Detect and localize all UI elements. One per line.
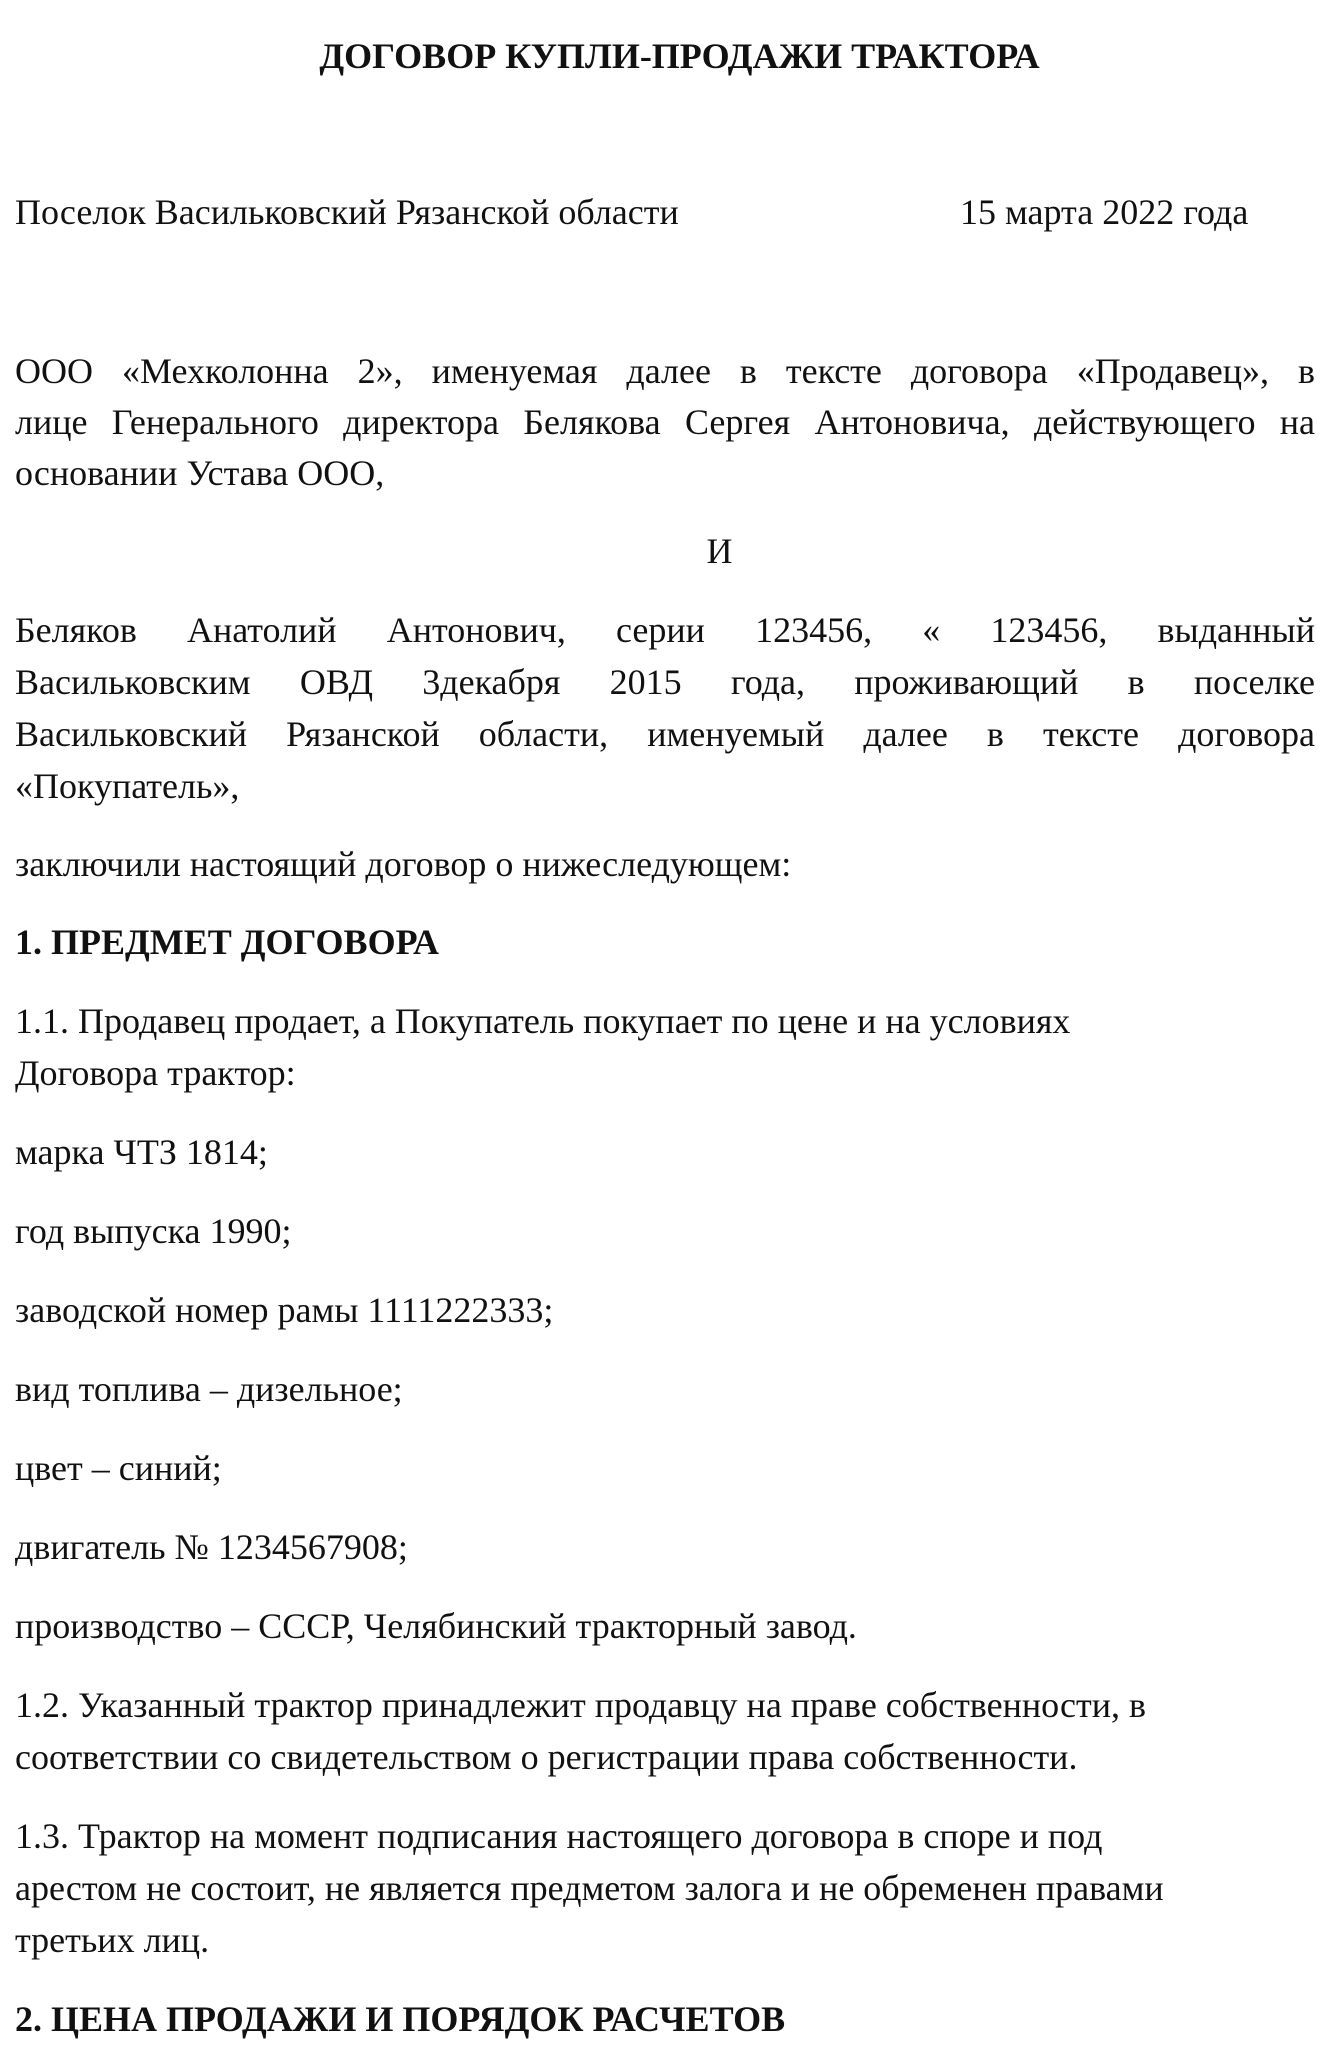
buyer-line-3: Васильковский Рязанской области, именуемый далее в тексте договора [15,714,1315,754]
clause-1-3-line-3: третьих лиц. [15,1920,210,1960]
section-2-heading: 2. ЦЕНА ПРОДАЖИ И ПОРЯДОК РАСЧЕТОВ [15,1999,786,2039]
clause-1-2-line-2: соответствии со свидетельством о регистрации права собственности. [15,1737,1078,1777]
and-separator: И [706,531,733,571]
spec-year: год выпуска 1990; [15,1211,292,1251]
buyer-line-1: Беляков Анатолий Антонович, серии 123456, « 123456, выданный [15,610,1315,650]
section-1-heading: 1. ПРЕДМЕТ ДОГОВОРА [15,922,439,962]
clause-1-3-line-2: арестом не состоит, не является предметом залога и не обременен правами [15,1868,1164,1908]
buyer-line-4: «Покупатель», [15,766,240,806]
clause-1-1-line-2: Договора трактор: [15,1053,296,1093]
spec-fuel: вид топлива – дизельное; [15,1369,403,1409]
spec-manufacturer: производство – СССР, Челябинский тракторный завод. [15,1606,857,1646]
seller-line-1: ООО «Мехколонна 2», именуемая далее в тексте договора «Продавец», в [15,351,1315,391]
clause-1-1-line-1: 1.1. Продавец продает, а Покупатель покупает по цене и на условиях [15,1001,1071,1041]
clause-1-2-line-1: 1.2. Указанный трактор принадлежит продавцу на праве собственности, в [15,1685,1146,1725]
spec-frame-number: заводской номер рамы 1111222333; [15,1290,554,1330]
spec-engine: двигатель № 1234567908; [15,1527,408,1567]
seller-line-3: основании Устава ООО, [15,453,385,493]
seller-line-2: лице Генерального директора Белякова Сергея Антоновича, действующего на [15,402,1315,442]
contract-date: 15 марта 2022 года [960,192,1249,232]
contract-place: Поселок Васильковский Рязанской области [15,192,679,232]
buyer-line-2: Васильковским ОВД 3декабря 2015 года, проживающий в поселке [15,662,1315,702]
clause-1-3-line-1: 1.3. Трактор на момент подписания настоящего договора в споре и под [15,1816,1103,1856]
document-title: ДОГОВОР КУПЛИ-ПРОДАЖИ ТРАКТОРА [319,36,1040,76]
spec-color: цвет – синий; [15,1448,222,1488]
spec-brand: марка ЧТЗ 1814; [15,1132,268,1172]
concluded-statement: заключили настоящий договор о нижеследующем: [15,844,792,884]
